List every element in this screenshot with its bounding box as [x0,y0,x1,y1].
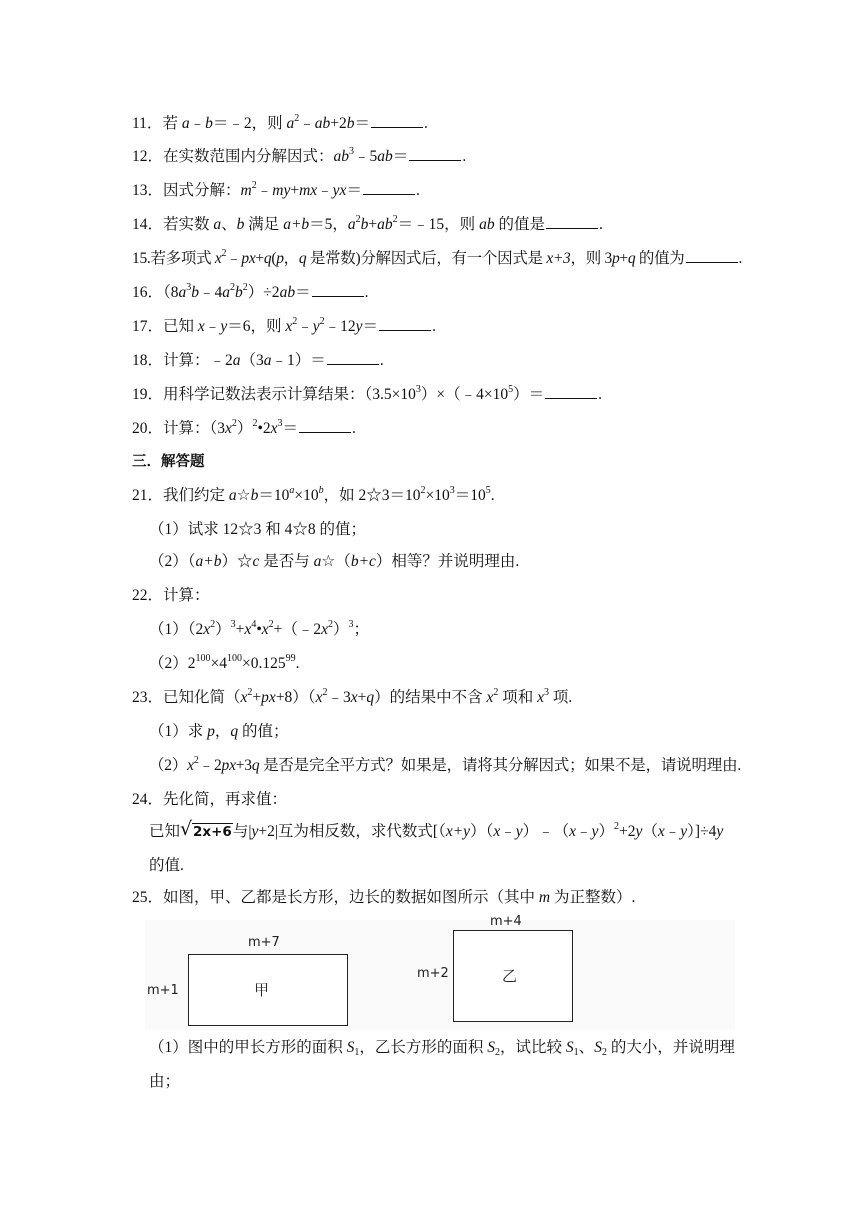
question-24 [132,790,287,810]
exponent: 2 [252,418,258,429]
question-number: 14． [132,216,164,233]
var: px [221,757,236,774]
text: （2）（ [149,553,196,570]
question-11 [132,113,428,134]
text: ﹣1）＝ [271,352,326,369]
answer-blank[interactable] [371,113,423,128]
text: （3 [240,352,264,369]
var: y [635,823,643,840]
question-24-line-3: 的值. [149,857,184,874]
subscript: 2 [601,1047,607,1058]
var: q [251,757,260,774]
var: x+y [445,823,471,840]
text: +3 [235,757,252,774]
text: + [255,250,264,267]
yi-top-label: m+4 [490,914,522,929]
var: x [315,689,323,706]
text: . [415,182,420,199]
rectangles-figure [145,914,735,1030]
text: 的值是 [494,216,545,233]
jia-left-label: m+1 [147,983,179,998]
var: ab [279,284,296,301]
var: S [565,1039,574,1056]
var: q [230,723,239,740]
text: + [357,689,367,706]
exponent: b [318,485,324,496]
section-heading: 三．解答题 [132,454,205,470]
text: +（﹣2 [273,621,322,638]
text: ＝ [392,148,409,165]
text: 的值； [238,723,289,740]
text: ＝ [362,318,379,335]
var: x [537,689,545,706]
text: ☆ [236,487,251,504]
subscript: 2 [495,1047,501,1058]
text: ﹣3 [327,689,351,706]
var: x [214,250,222,267]
text: . [432,318,436,335]
var: a [347,216,356,233]
text: . [462,148,467,165]
text: 的大小，并说明理 [606,1039,735,1056]
text: 是否是完全平方式？如果是，请将其分解因式；如果不是，请说明理由. [259,757,742,774]
var: b [191,284,200,301]
exponent: 2 [247,687,253,698]
question-number: 21． [132,487,164,504]
text: ）×（﹣4×10 [420,386,509,403]
text: + [252,689,262,706]
var: a [313,553,322,570]
text: 已知 [149,823,181,840]
var: y [680,823,688,840]
text: ）÷2 [247,284,280,301]
text: ＝﹣2，则 [212,115,287,132]
text: ）]÷4 [687,823,717,840]
answer-blank[interactable] [327,350,379,365]
text: 满足 [244,216,284,233]
exponent: 2 [420,485,426,496]
exponent: 3 [230,619,236,630]
question-number: 23． [132,689,164,706]
text: ＝5， [309,216,348,233]
exponent: 99 [285,653,296,664]
text: ＝ [282,420,299,437]
question-22 [132,586,210,606]
exponent: 2 [355,214,361,225]
var: mx [299,182,318,199]
var: b [235,284,243,301]
question-16 [132,282,368,303]
var: a [222,284,231,301]
var: p [276,250,284,267]
yi-label: 乙 [502,967,518,985]
text: ﹣2 [198,757,222,774]
text: （1）求 [149,723,208,740]
text: . [424,115,428,132]
text: ﹣ [500,823,516,840]
text: 若多项式 [150,250,215,267]
var: x+3 [546,250,571,267]
var: x [187,757,194,774]
text: ）的结果中不含 [374,689,487,706]
var: S [346,1039,355,1056]
var: ab [479,216,495,233]
var: a [181,115,190,132]
var: p [207,723,215,740]
answer-blank[interactable] [686,248,738,263]
text: 项. [549,689,573,706]
text: ＝ [354,115,371,132]
question-number: 16． [132,284,164,301]
text: 是否与 [259,553,314,570]
text: ﹣ [256,182,273,199]
var: ab [377,148,393,165]
question-25 [132,888,635,908]
jia-label: 甲 [254,981,270,999]
text: ） [236,420,253,437]
text: . [598,216,603,233]
question-19 [132,384,602,405]
text: 的值为 [635,250,685,267]
var: a [286,115,295,132]
var: b [236,216,245,233]
text: 为正整数）. [550,889,636,906]
var: c [252,553,260,570]
text: （1）图中的甲长方形的面积 [149,1039,347,1056]
exponent: 2 [251,180,257,191]
text: 计算：（3 [163,420,226,437]
answer-blank[interactable] [299,418,351,433]
text: ＝6，则 [227,318,286,335]
text: 与| [232,823,252,840]
question-13 [132,180,420,201]
text: ﹣ [299,115,315,132]
var: x [261,621,269,638]
text: 如图，甲、乙都是长方形，边长的数据如图所示（其中 [163,889,539,906]
exponent: 2 [319,316,325,327]
var: ab [333,148,350,165]
var: b [360,216,369,233]
question-18 [132,350,384,371]
var: x [350,689,358,706]
text: ﹣ [189,115,206,132]
question-23-part-2 [149,756,741,776]
exponent: 4 [251,619,257,630]
exponent: 3 [349,146,355,157]
var: x [203,621,211,638]
text: ﹣ [576,823,592,840]
var: q [263,250,272,267]
text: ， [283,250,299,267]
question-23-part-1 [149,722,289,742]
exponent: 2 [268,619,274,630]
square-root [180,818,233,842]
text: •2 [257,420,271,437]
question-21-part-1: （1）试求 12☆3 和 4☆8 的值； [149,521,367,538]
text: ×4 [210,655,228,672]
text: . [738,250,743,267]
var: b [250,487,259,504]
exponent: 3 [544,687,550,698]
radical-sign-icon: √ [180,818,193,840]
var: b [205,115,213,132]
exponent: 2 [231,418,237,429]
text: ）☆ [221,553,253,570]
exponent: 2 [322,687,328,698]
radicand: 2x+6 [193,824,232,840]
var: yx [332,182,347,199]
text: ﹣4 [199,284,223,301]
question-17 [132,316,436,337]
question-number: 24． [132,791,164,808]
text: . [364,284,369,301]
exponent: 2 [613,821,619,832]
question-24-line-2 [149,818,724,842]
exponent: 2 [292,316,298,327]
text: ﹣ [664,823,681,840]
text: ＝10 [454,487,486,504]
var: a [178,284,187,301]
var: x [657,823,665,840]
text: ﹣ [297,318,313,335]
question-number: 17． [132,318,164,335]
text: . [379,352,384,369]
question-21 [132,486,495,506]
text: ×0.125 [242,655,286,672]
text: ﹣ [317,182,333,199]
text: 、 [578,1039,595,1056]
text: （2） [149,757,188,774]
answer-blank[interactable] [312,282,364,297]
question-25-part-1-cont: 由； [149,1073,181,1090]
exponent: 100 [227,653,243,664]
var: p [611,250,620,267]
var: a [263,352,272,369]
text: ﹣ [226,250,242,267]
text: ＝ [295,284,311,301]
exponent: 2 [193,755,199,766]
var: y [591,823,599,840]
text: ，试比较 [500,1039,566,1056]
var: a+b [283,216,310,233]
text: + [619,250,628,267]
text: 是常数)分解因式后，有一个因式是 [306,250,547,267]
var: x [225,420,232,437]
text: ）相等？并说明理由. [375,553,520,570]
exponent: 3 [348,619,354,630]
text: +2|互为相反数，求代数式[（ [258,823,446,840]
var: b [346,115,355,132]
answer-blank[interactable] [409,146,461,161]
text: ﹣5 [354,148,378,165]
question-number: 18． [132,352,164,369]
var: y [716,823,724,840]
text: 若 [162,115,178,132]
exponent: 3 [415,384,421,395]
text: 在实数范围内分解因式： [163,148,334,165]
exponent: 2 [392,214,398,225]
text: ）（ [470,823,494,840]
question-number: 11． [132,115,163,132]
text: ＝﹣15，则 [397,216,480,233]
text: ，则 3 [570,250,612,267]
var: b+c [350,553,376,570]
var: x [240,689,248,706]
yi-left-label: m+2 [417,966,449,981]
answer-blank[interactable] [363,180,415,195]
exponent: 3 [449,485,455,496]
question-number: 15. [132,250,151,267]
var: y [312,318,320,335]
text: ×10 [425,487,450,504]
answer-blank[interactable] [546,214,598,229]
exponent: a [289,485,295,496]
text: . [352,420,356,437]
question-number: 20． [132,420,164,437]
exponent: 3 [186,282,192,293]
text: 已知 [163,318,198,335]
text: （ [642,823,658,840]
text: +2 [618,823,636,840]
question-number: 22． [132,587,164,604]
var: x [244,621,252,638]
text: 用科学记数法表示计算结果：（3.5×10 [163,386,416,403]
question-22-part-2 [149,654,300,674]
text: 已知化简（ [163,689,241,706]
text: +2 [330,115,347,132]
var: S [594,1039,602,1056]
text: + [290,182,300,199]
question-14 [132,214,603,235]
exponent: 100 [195,653,211,664]
exponent: 5 [508,384,514,395]
var: a [213,216,222,233]
text: 先化简，再求值： [163,791,288,808]
var: px [261,689,276,706]
var: my [272,182,291,199]
text: ）﹣（ [522,823,570,840]
question-number: 25． [132,889,164,906]
question-23 [132,688,572,708]
var: x [321,621,329,638]
exponent: 2 [328,619,334,630]
exponent: 2 [242,282,248,293]
text: + [235,621,245,638]
text: +8）（ [275,689,316,706]
text: ，如 2☆3＝10 [323,487,421,504]
exponent: 2 [221,248,227,259]
text: 、 [221,216,237,233]
text: 计算：﹣2 [163,352,233,369]
question-number: 13． [132,182,164,199]
subscript: 1 [354,1047,360,1058]
question-20 [132,418,356,439]
var: y [220,318,228,335]
text: 计算： [163,587,210,604]
question-15 [132,248,742,269]
text: ， [214,723,231,740]
text: ﹣ [204,318,221,335]
text: + [368,216,378,233]
text: 若实数 [163,216,214,233]
var: y [515,823,523,840]
var: y [355,318,363,335]
var: q [298,250,307,267]
var: S [487,1039,496,1056]
text: ，乙长方形的面积 [359,1039,488,1056]
text: ； [353,621,370,638]
text: . [598,386,603,403]
var: ab [377,216,393,233]
exponent: 5 [485,485,491,496]
var: x [493,823,501,840]
question-22-part-1 [149,620,369,640]
answer-blank[interactable] [379,316,431,331]
var: q [366,689,375,706]
text: 我们约定 [163,487,229,504]
var: q [627,250,636,267]
text: ( [271,250,277,267]
var: a [228,487,237,504]
exponent: 3 [277,418,283,429]
var: a [232,352,241,369]
text: ） [598,823,614,840]
exponent: 2 [294,113,300,124]
var: x [197,318,205,335]
var: x [486,689,494,706]
text: . [295,655,300,672]
question-21-part-2 [149,552,519,572]
text: （8 [163,284,179,301]
text: ＝10 [258,487,290,504]
text: 因式分解： [163,182,241,199]
var: m [538,889,551,906]
text: ）＝ [513,386,545,403]
question-12 [132,146,466,167]
var: px [241,250,256,267]
question-number: 19． [132,386,164,403]
jia-top-label: m+7 [248,935,280,950]
var: ab [314,115,331,132]
text: • [256,621,262,638]
text: （2）2 [149,655,196,672]
exponent: 2 [230,282,236,293]
var: a+b [195,553,222,570]
exponent: 2 [493,687,499,698]
subscript: 1 [573,1047,579,1058]
var: x [285,318,293,335]
var: m [240,182,252,199]
text: 项和 [498,689,538,706]
question-number: 12． [132,148,164,165]
text: ＝ [346,182,362,199]
text: （1）（2 [149,621,204,638]
text: ） [333,621,349,638]
question-25-part-1 [149,1038,735,1058]
text: ×10 [294,487,319,504]
var: x [569,823,577,840]
text: ﹣12 [324,318,356,335]
answer-blank[interactable] [545,384,597,399]
var: y [251,823,259,840]
text: ） [215,621,231,638]
exponent: 2 [210,619,216,630]
text: . [490,487,495,504]
text: ☆（ [321,553,351,570]
var: x [270,420,278,437]
